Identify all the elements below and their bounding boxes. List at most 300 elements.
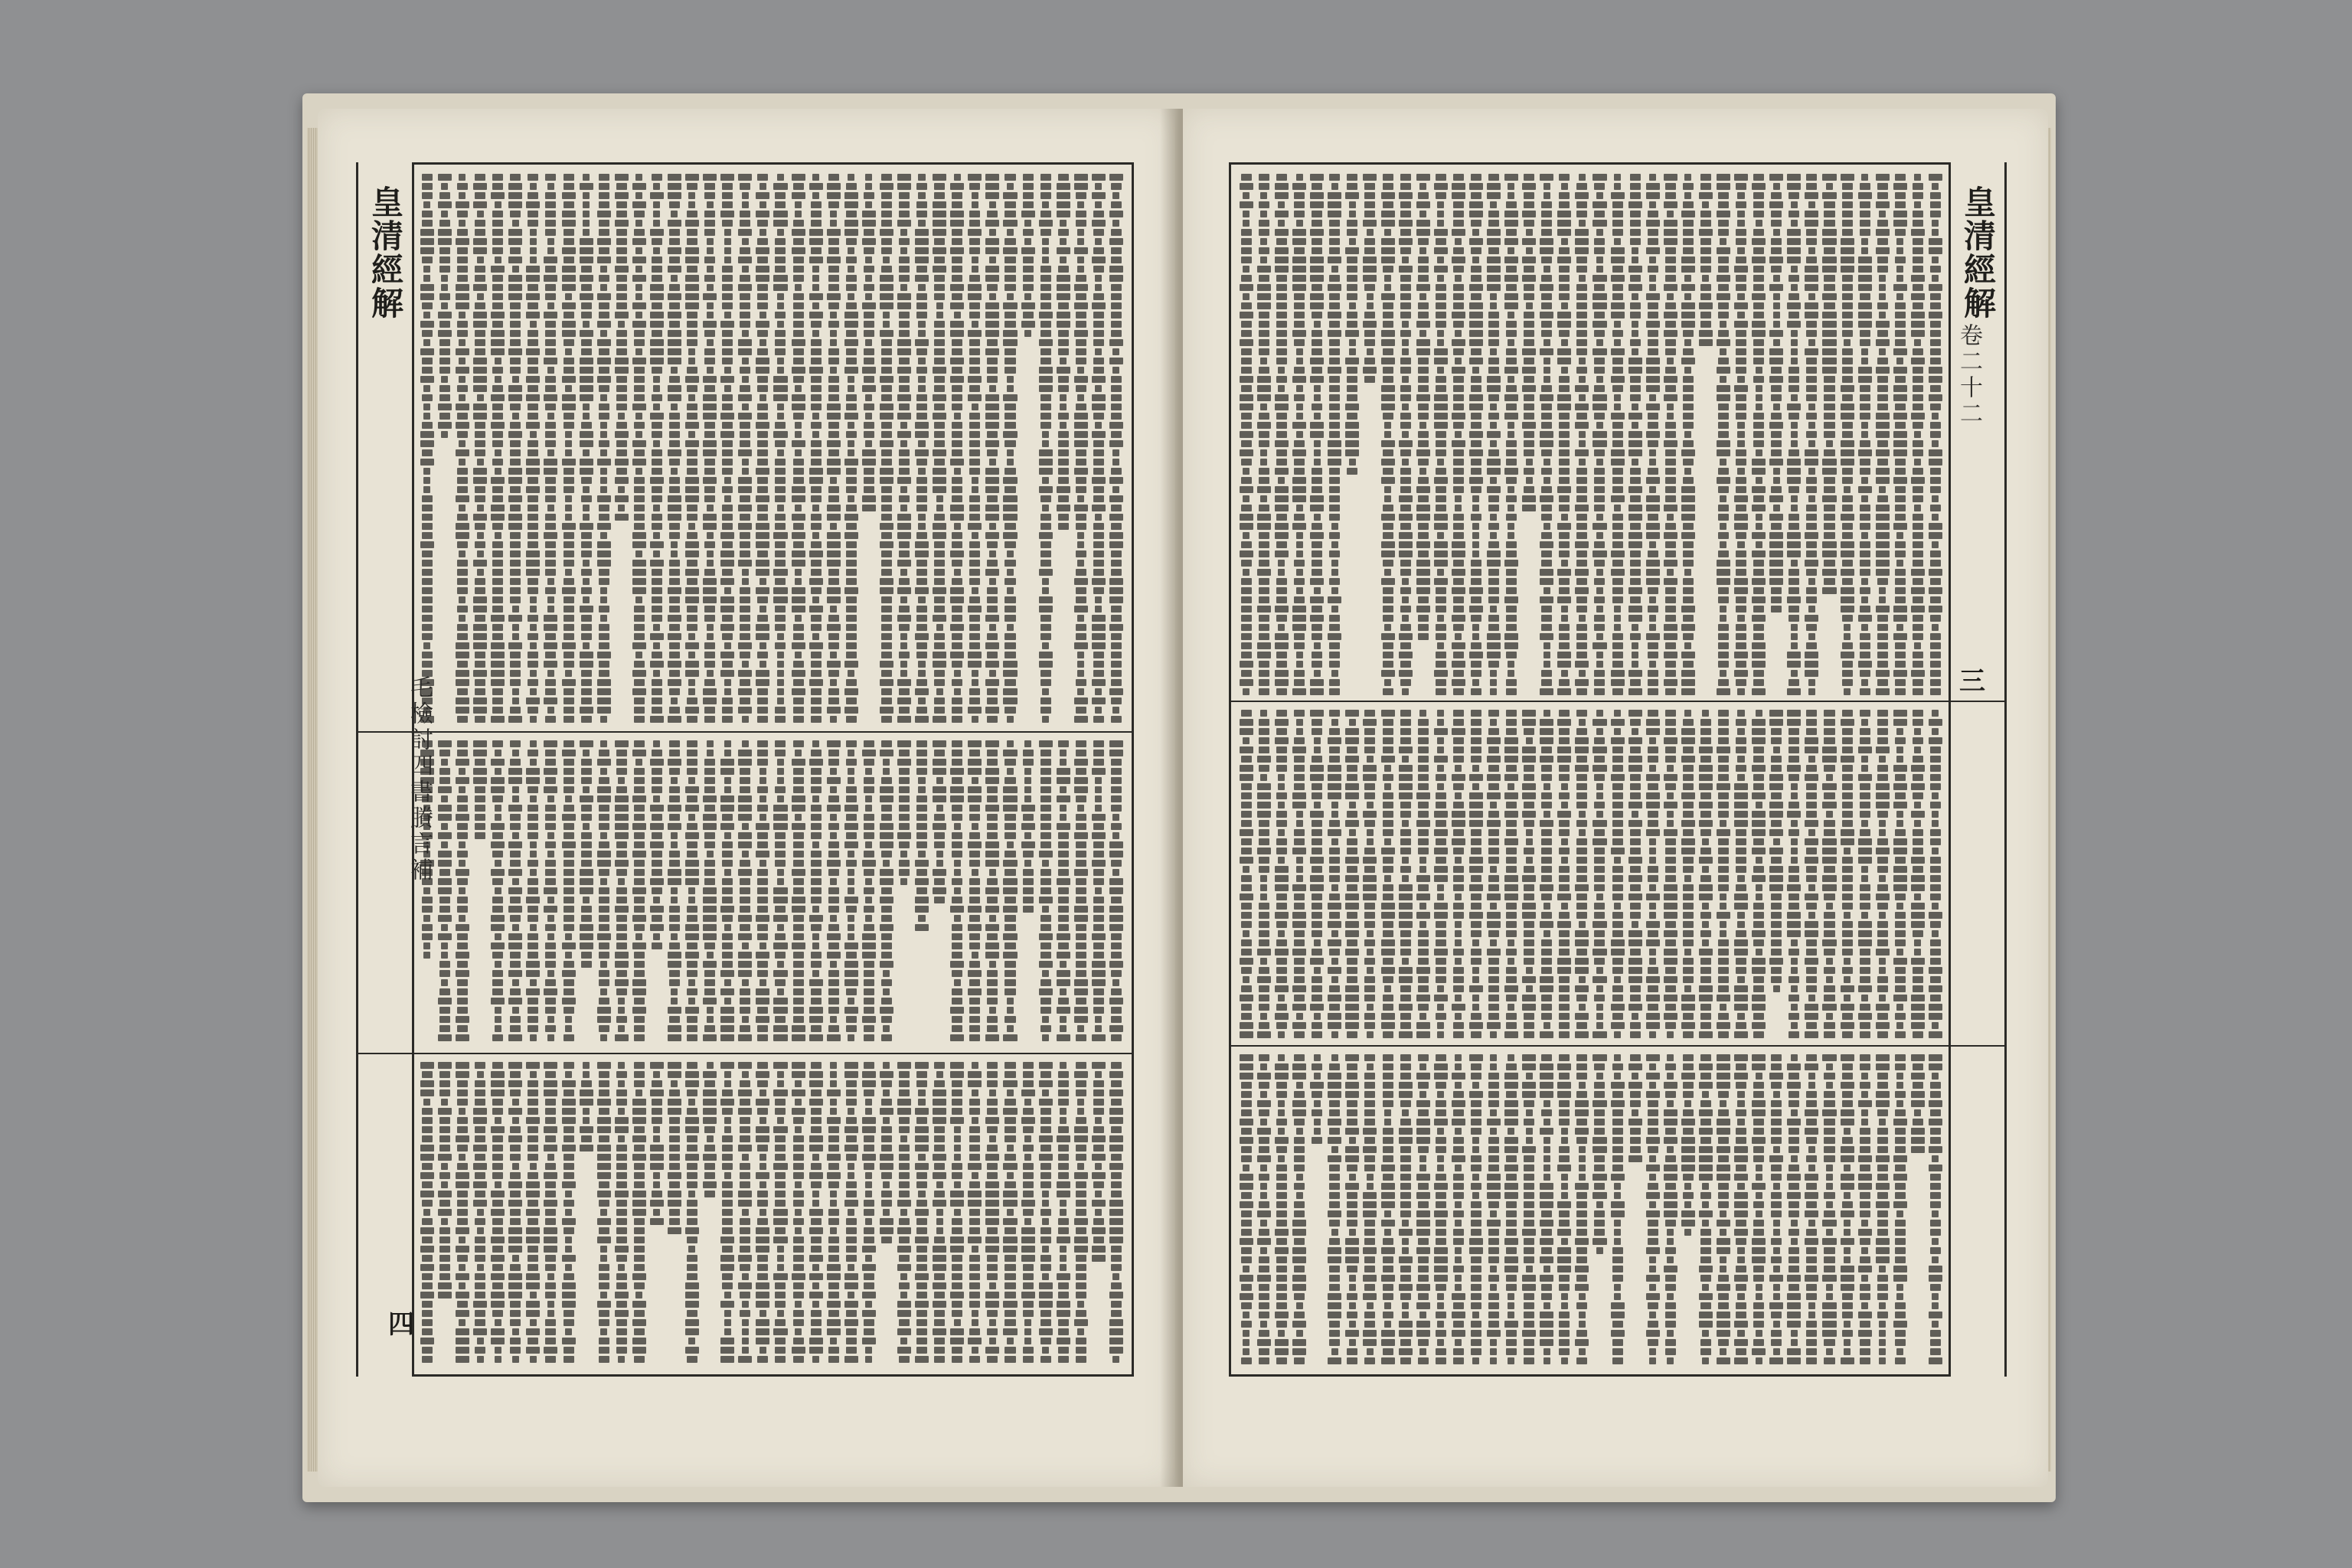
text-glyph (969, 915, 980, 922)
text-glyph (846, 1135, 857, 1142)
text-glyph (809, 477, 823, 484)
text-glyph (581, 961, 592, 968)
text-glyph (952, 1108, 962, 1115)
text-glyph (456, 970, 469, 977)
text-glyph (438, 814, 452, 821)
text-column (985, 1059, 1000, 1365)
text-glyph (583, 192, 590, 199)
text-glyph (934, 385, 945, 392)
text-glyph (1074, 1246, 1088, 1253)
text-glyph (562, 1301, 576, 1308)
text-glyph (1111, 1181, 1122, 1188)
text-glyph (1057, 1236, 1070, 1243)
text-glyph (756, 495, 769, 502)
text-glyph (1093, 869, 1104, 876)
text-glyph (668, 1025, 681, 1032)
text-glyph (792, 440, 805, 447)
text-glyph (1076, 924, 1086, 931)
text-glyph (756, 560, 769, 567)
text-glyph (457, 514, 468, 521)
text-glyph (969, 1154, 980, 1161)
text-glyph (544, 1126, 557, 1133)
text-glyph (634, 615, 645, 622)
text-glyph (634, 606, 645, 612)
text-glyph (756, 1282, 769, 1289)
text-glyph (952, 578, 962, 585)
text-glyph (1896, 238, 1903, 245)
text-glyph (456, 1347, 469, 1354)
text-glyph (844, 1319, 858, 1326)
text-glyph (915, 1356, 929, 1363)
text-glyph (634, 339, 645, 346)
text-glyph (580, 256, 593, 263)
text-column (561, 737, 577, 1047)
text-glyph (545, 652, 556, 658)
text-glyph (491, 1273, 505, 1280)
text-glyph (1040, 777, 1051, 784)
text-glyph (742, 1154, 749, 1161)
text-glyph (969, 275, 980, 282)
text-glyph (653, 795, 660, 802)
text-glyph (1109, 495, 1123, 502)
text-glyph (704, 422, 715, 429)
text-glyph (668, 587, 681, 594)
text-glyph (883, 768, 890, 775)
text-glyph (724, 869, 731, 876)
text-glyph (597, 851, 611, 858)
text-glyph (1109, 1135, 1123, 1142)
text-glyph (669, 413, 680, 420)
text-glyph (793, 1117, 804, 1124)
text-glyph (703, 413, 717, 420)
text-glyph (793, 777, 804, 784)
text-glyph (742, 1273, 749, 1280)
text-column (720, 1059, 735, 1365)
text-glyph (795, 385, 802, 392)
text-glyph (792, 906, 805, 913)
text-glyph (740, 1218, 750, 1225)
text-glyph (827, 740, 841, 747)
text-glyph (545, 495, 556, 502)
text-glyph (634, 707, 645, 714)
text-glyph (477, 569, 484, 576)
text-glyph (775, 459, 786, 466)
text-glyph (1004, 679, 1015, 686)
text-glyph (510, 449, 521, 456)
text-glyph (703, 1154, 717, 1161)
text-glyph (635, 247, 642, 254)
text-glyph (495, 1117, 501, 1124)
text-glyph (1003, 1328, 1017, 1335)
text-glyph (653, 440, 660, 447)
text-glyph (634, 330, 645, 337)
text-glyph (544, 468, 557, 475)
text-glyph (793, 220, 804, 227)
text-glyph (653, 183, 660, 190)
text-glyph (615, 312, 629, 318)
text-glyph (1074, 1016, 1088, 1023)
text-glyph (545, 1099, 556, 1106)
text-glyph (969, 550, 980, 557)
text-column (879, 737, 894, 1047)
text-glyph (1039, 569, 1053, 576)
text-glyph (652, 915, 662, 922)
text-glyph (685, 1301, 699, 1308)
text-glyph (704, 275, 715, 282)
text-glyph (724, 367, 731, 374)
text-glyph (457, 606, 468, 612)
text-glyph (740, 606, 750, 612)
text-glyph (704, 860, 715, 867)
text-glyph (933, 468, 946, 475)
text-glyph (456, 1071, 469, 1078)
text-glyph (1077, 1099, 1084, 1106)
text-glyph (564, 1163, 574, 1170)
text-glyph (846, 633, 857, 640)
text-glyph (793, 541, 804, 548)
text-glyph (671, 777, 678, 784)
text-glyph (812, 841, 819, 848)
text-glyph (827, 661, 841, 668)
text-glyph (703, 1099, 717, 1106)
text-glyph (1007, 768, 1014, 775)
text-glyph (777, 1080, 784, 1087)
text-column (561, 171, 577, 726)
text-glyph (457, 1117, 468, 1124)
text-glyph (812, 1264, 819, 1271)
text-glyph (1003, 532, 1017, 539)
text-glyph (952, 348, 962, 355)
text-glyph (616, 1209, 627, 1216)
text-glyph (760, 606, 766, 612)
text-glyph (756, 192, 769, 199)
text-glyph (1004, 440, 1015, 447)
text-glyph (545, 924, 556, 931)
text-glyph (811, 403, 822, 410)
text-glyph (1060, 394, 1067, 401)
text-glyph (1913, 376, 1923, 383)
text-glyph (760, 642, 766, 649)
text-glyph (952, 933, 962, 940)
text-glyph (915, 422, 929, 429)
text-glyph (459, 596, 466, 603)
text-glyph (530, 851, 537, 858)
text-glyph (526, 550, 540, 557)
text-glyph (742, 1301, 749, 1308)
text-glyph (757, 376, 768, 383)
text-column (1109, 171, 1124, 726)
text-glyph (954, 979, 961, 986)
text-glyph (475, 495, 485, 502)
text-glyph (1040, 1117, 1051, 1124)
text-glyph (1911, 587, 1925, 594)
text-glyph (880, 823, 893, 830)
text-glyph (544, 661, 557, 668)
text-glyph (916, 1172, 927, 1179)
text-glyph (1109, 750, 1123, 756)
text-glyph (687, 339, 697, 346)
text-glyph (793, 786, 804, 793)
text-glyph (777, 1310, 784, 1317)
text-glyph (508, 887, 522, 894)
text-glyph (846, 183, 857, 190)
text-glyph (795, 211, 802, 217)
text-glyph (740, 777, 750, 784)
text-glyph (1040, 192, 1051, 199)
text-glyph (793, 183, 804, 190)
text-glyph (1913, 266, 1923, 273)
text-glyph (564, 915, 574, 922)
text-glyph (580, 183, 593, 190)
text-glyph (811, 560, 822, 567)
text-glyph (792, 403, 805, 410)
text-glyph (632, 587, 646, 594)
text-glyph (1109, 1025, 1123, 1032)
text-glyph (740, 697, 750, 704)
text-glyph (811, 1126, 822, 1133)
text-glyph (688, 897, 695, 903)
text-column (1002, 737, 1018, 1047)
text-glyph (528, 1264, 538, 1271)
text-glyph (1039, 961, 1053, 968)
text-column (1056, 1059, 1071, 1365)
text-glyph (438, 403, 452, 410)
text-column (561, 1059, 577, 1365)
text-glyph (564, 560, 574, 567)
text-glyph (756, 1172, 769, 1179)
text-glyph (775, 1191, 786, 1197)
text-glyph (599, 805, 609, 812)
text-glyph (1111, 652, 1122, 658)
text-glyph (456, 869, 469, 876)
text-glyph (848, 422, 854, 429)
text-glyph (844, 661, 858, 668)
text-column (490, 1059, 505, 1365)
text-glyph (615, 979, 629, 986)
text-glyph (528, 878, 538, 885)
text-glyph (985, 1209, 999, 1216)
text-glyph (827, 624, 841, 631)
text-glyph (564, 174, 574, 181)
text-glyph (1007, 293, 1014, 300)
text-glyph (457, 321, 468, 328)
text-glyph (634, 394, 645, 401)
text-glyph (1004, 596, 1015, 603)
text-glyph (1895, 422, 1906, 429)
text-glyph (457, 385, 468, 392)
text-glyph (864, 266, 874, 273)
text-glyph (1913, 247, 1923, 254)
text-glyph (1042, 238, 1049, 245)
text-glyph (811, 1310, 822, 1317)
text-glyph (793, 358, 804, 364)
text-glyph (1111, 716, 1122, 723)
text-glyph (510, 569, 521, 576)
text-glyph (934, 1338, 945, 1344)
text-glyph (969, 514, 980, 521)
text-glyph (1093, 532, 1104, 539)
text-glyph (773, 1034, 787, 1041)
text-glyph (1004, 1135, 1015, 1142)
text-glyph (844, 339, 858, 346)
text-glyph (1893, 431, 1907, 438)
text-glyph (881, 394, 892, 401)
text-glyph (865, 440, 872, 447)
text-glyph (1004, 560, 1015, 567)
text-glyph (491, 716, 505, 723)
text-glyph (495, 376, 501, 383)
text-glyph (1895, 330, 1906, 337)
text-glyph (1024, 1338, 1031, 1344)
text-glyph (793, 970, 804, 977)
text-glyph (952, 1227, 962, 1234)
text-glyph (615, 266, 629, 273)
text-glyph (687, 560, 697, 567)
text-glyph (1074, 642, 1088, 649)
text-glyph (650, 716, 664, 723)
text-glyph (1930, 422, 1941, 429)
text-glyph (720, 670, 734, 677)
text-glyph (616, 201, 627, 208)
text-glyph (632, 541, 646, 548)
text-glyph (724, 740, 731, 747)
text-glyph (1074, 468, 1088, 475)
text-glyph (1023, 1080, 1034, 1087)
text-glyph (1023, 750, 1034, 756)
text-glyph (635, 933, 642, 940)
text-glyph (1896, 293, 1903, 300)
text-glyph (969, 367, 980, 374)
text-glyph (793, 1016, 804, 1023)
text-glyph (864, 988, 874, 995)
text-glyph (544, 740, 557, 747)
text-glyph (1111, 293, 1122, 300)
text-glyph (864, 1089, 874, 1096)
text-glyph (844, 514, 858, 521)
text-glyph (492, 1172, 503, 1179)
text-glyph (632, 569, 646, 576)
text-glyph (508, 201, 522, 208)
text-glyph (1003, 431, 1017, 438)
text-glyph (865, 1356, 872, 1363)
text-glyph (1040, 887, 1051, 894)
text-glyph (491, 1338, 505, 1344)
text-glyph (722, 615, 733, 622)
text-glyph (544, 532, 557, 539)
text-glyph (1895, 514, 1906, 521)
text-glyph (915, 688, 929, 695)
text-glyph (916, 1264, 927, 1271)
text-glyph (1895, 174, 1906, 181)
text-glyph (1093, 1099, 1104, 1106)
text-glyph (632, 1338, 646, 1344)
text-glyph (760, 814, 766, 821)
text-glyph (952, 385, 962, 392)
text-glyph (495, 1007, 501, 1014)
text-glyph (564, 339, 574, 346)
text-glyph (795, 615, 802, 622)
text-glyph (846, 1099, 857, 1106)
text-glyph (492, 1154, 503, 1161)
text-glyph (508, 1273, 522, 1280)
text-glyph (1914, 431, 1921, 438)
text-glyph (669, 1145, 680, 1152)
text-glyph (456, 670, 469, 677)
text-glyph (671, 832, 678, 839)
text-glyph (1077, 495, 1084, 502)
text-glyph (1111, 1310, 1122, 1317)
text-glyph (848, 777, 854, 784)
text-glyph (916, 367, 927, 374)
text-glyph (864, 1145, 874, 1152)
text-glyph (583, 413, 590, 420)
text-glyph (1076, 293, 1086, 300)
text-glyph (827, 541, 841, 548)
text-glyph (512, 697, 519, 704)
text-glyph (812, 906, 819, 913)
text-glyph (1004, 970, 1015, 977)
text-glyph (792, 247, 805, 254)
text-glyph (438, 330, 452, 337)
text-glyph (760, 795, 766, 802)
text-glyph (1039, 1292, 1053, 1298)
text-glyph (669, 688, 680, 695)
text-glyph (581, 697, 592, 704)
text-glyph (915, 256, 929, 263)
text-glyph (950, 247, 964, 254)
text-glyph (459, 174, 466, 181)
text-glyph (881, 777, 892, 784)
text-glyph (846, 1191, 857, 1197)
text-glyph (897, 615, 911, 622)
text-glyph (1932, 229, 1939, 236)
text-glyph (934, 569, 945, 576)
text-glyph (1893, 385, 1907, 392)
text-glyph (865, 768, 872, 775)
text-glyph (828, 887, 839, 894)
text-glyph (491, 1191, 505, 1197)
text-glyph (564, 707, 574, 714)
text-glyph (828, 495, 839, 502)
text-glyph (526, 459, 540, 466)
text-glyph (1040, 679, 1051, 686)
text-glyph (844, 201, 858, 208)
text-glyph (811, 211, 822, 217)
text-glyph (510, 560, 521, 567)
text-glyph (1092, 961, 1106, 968)
text-glyph (510, 1301, 521, 1308)
text-glyph (704, 348, 715, 355)
text-glyph (742, 1338, 749, 1344)
text-column (455, 1059, 470, 1365)
text-glyph (846, 1025, 857, 1032)
text-glyph (650, 348, 664, 355)
text-glyph (793, 376, 804, 383)
text-glyph (950, 459, 964, 466)
text-glyph (1003, 1246, 1017, 1253)
text-glyph (1039, 652, 1053, 658)
text-column (879, 171, 894, 726)
text-glyph (564, 422, 574, 429)
text-glyph (581, 615, 592, 622)
text-glyph (844, 413, 858, 420)
text-glyph (1004, 1264, 1015, 1271)
text-glyph (1023, 201, 1034, 208)
text-glyph (757, 431, 768, 438)
text-glyph (742, 1209, 749, 1216)
text-glyph (456, 422, 469, 429)
text-glyph (864, 376, 874, 383)
